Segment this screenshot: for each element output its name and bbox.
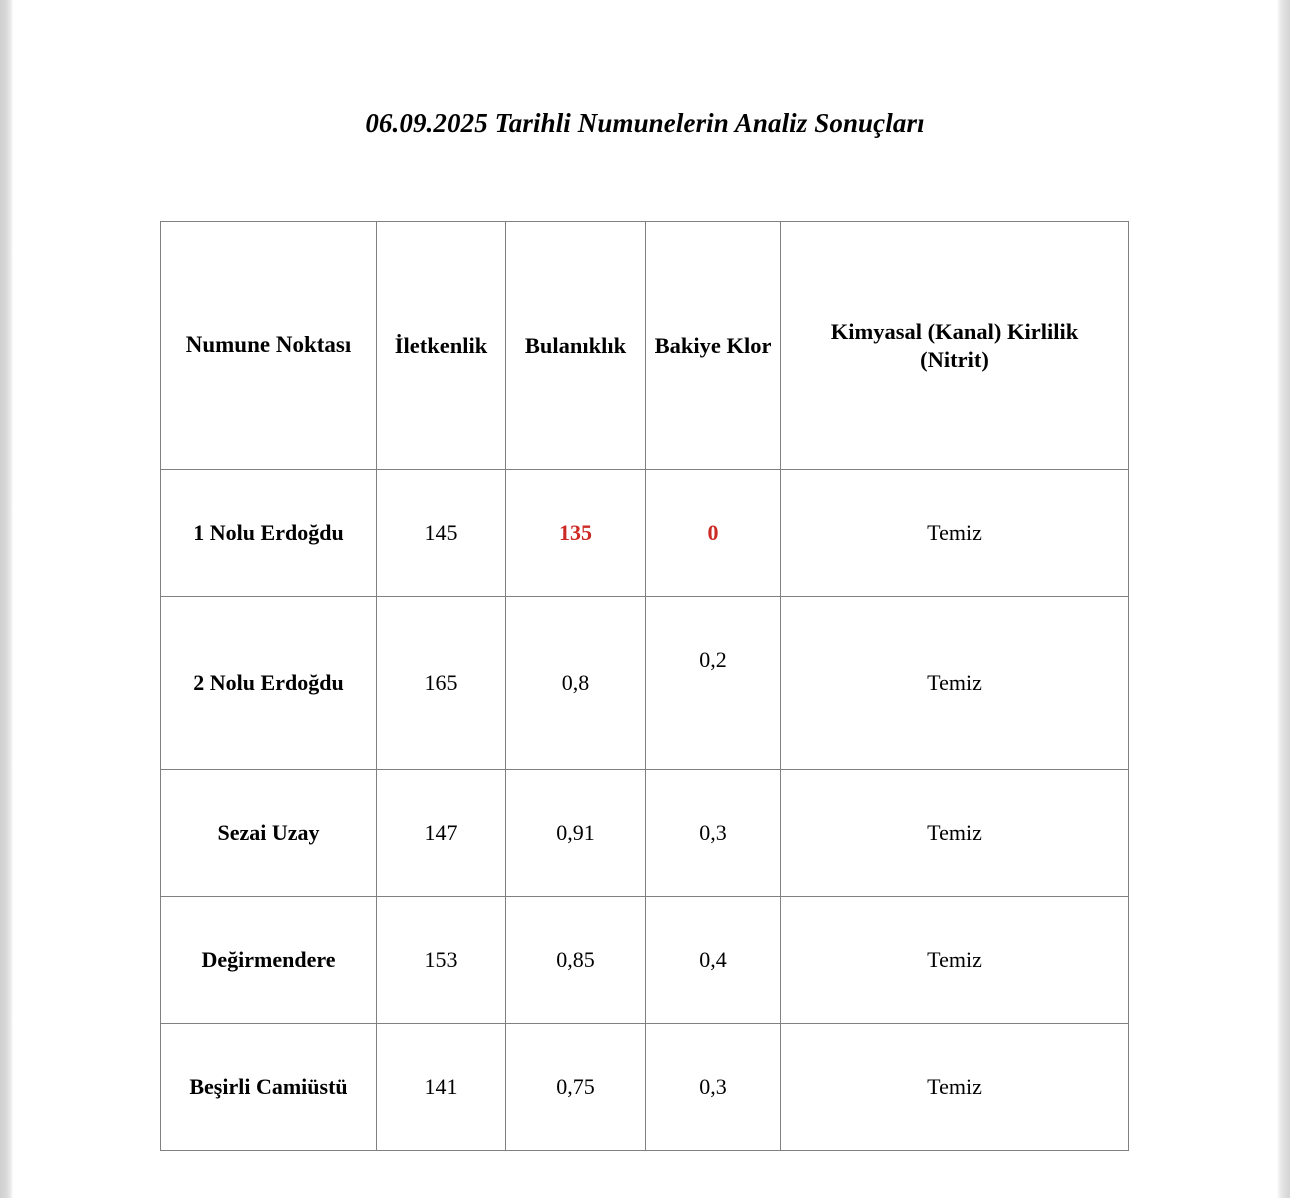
column-header-turbidity: Bulanıklık — [506, 222, 646, 470]
cell-turbidity: 135 — [506, 470, 646, 597]
cell-conductivity: 147 — [377, 770, 506, 897]
cell-sample-point: Sezai Uzay — [161, 770, 377, 897]
table-row — [161, 1024, 1129, 1151]
cell-chemical-pollution: Temiz — [781, 470, 1129, 597]
cell-conductivity: 145 — [377, 470, 506, 597]
column-header-conductivity: İletkenlik — [377, 222, 506, 470]
cell-conductivity: 153 — [377, 897, 506, 1024]
cell-turbidity: 0,8 — [506, 597, 646, 770]
cell-sample-point: Değirmendere — [161, 897, 377, 1024]
cell-residual-chlorine: 0,2 — [646, 597, 781, 770]
column-header-sample-point: Numune Noktası — [161, 222, 377, 470]
page-gutter-left — [0, 0, 13, 1198]
cell-chemical-pollution: Temiz — [781, 897, 1129, 1024]
analysis-results-table — [160, 221, 1129, 1151]
cell-sample-point: 1 Nolu Erdoğdu — [161, 470, 377, 597]
cell-residual-chlorine: 0 — [646, 470, 781, 597]
cell-sample-point: Beşirli Camiüstü — [161, 1024, 377, 1151]
cell-conductivity: 165 — [377, 597, 506, 770]
table-row — [161, 897, 1129, 1024]
column-header-residual-chlorine: Bakiye Klor — [646, 222, 781, 470]
document-page — [13, 0, 1277, 1198]
cell-chemical-pollution: Temiz — [781, 1024, 1129, 1151]
page-title: 06.09.2025 Tarihli Numunelerin Analiz Sonuçları — [365, 108, 925, 138]
cell-turbidity: 0,75 — [506, 1024, 646, 1151]
cell-turbidity: 0,85 — [506, 897, 646, 1024]
cell-chemical-pollution: Temiz — [781, 770, 1129, 897]
table-header-row — [161, 222, 1129, 470]
table-row — [161, 770, 1129, 897]
table-row — [161, 597, 1129, 770]
cell-turbidity: 0,91 — [506, 770, 646, 897]
cell-residual-chlorine: 0,4 — [646, 897, 781, 1024]
table-row — [161, 470, 1129, 597]
cell-conductivity: 141 — [377, 1024, 506, 1151]
table-header — [161, 222, 1129, 470]
column-header-chemical-pollution: Kimyasal (Kanal) Kirlilik (Nitrit) — [781, 222, 1129, 470]
cell-sample-point: 2 Nolu Erdoğdu — [161, 597, 377, 770]
cell-residual-chlorine: 0,3 — [646, 770, 781, 897]
table-body — [161, 470, 1129, 1151]
page-gutter-right — [1277, 0, 1290, 1198]
cell-residual-chlorine: 0,3 — [646, 1024, 781, 1151]
cell-chemical-pollution: Temiz — [781, 597, 1129, 770]
